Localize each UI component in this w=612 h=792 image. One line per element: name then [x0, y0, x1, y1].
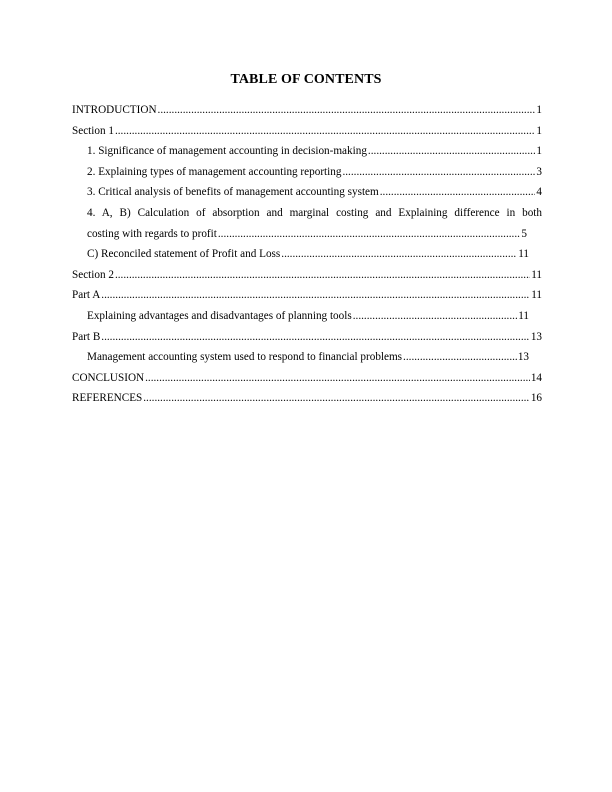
dot-leader: [368, 141, 535, 162]
toc-page-number: 1: [536, 145, 542, 158]
toc-entry-label: 1. Significance of management accounting in decision-making: [87, 145, 367, 158]
toc-entry-part-b[interactable]: [72, 327, 542, 348]
toc-page-number: 13: [517, 351, 529, 364]
toc-entry-label: INTRODUCTION: [72, 104, 157, 116]
dot-leader: [353, 306, 518, 327]
toc-entry-label: Part A: [72, 289, 101, 302]
toc-entry-critical-analysis[interactable]: [72, 182, 542, 203]
toc-entry-costing-calculation[interactable]: [72, 203, 542, 244]
toc-entry-reporting-types[interactable]: [72, 162, 542, 183]
toc-page-number: 11: [518, 309, 529, 322]
dot-leader: [380, 182, 536, 203]
toc-page-number: 3: [536, 165, 542, 178]
dot-leader: [115, 121, 535, 142]
toc-page-number: 11: [531, 268, 542, 281]
toc-page-number: 4: [536, 186, 542, 199]
toc-entry-label: Explaining advantages and disadvantages of planning tools: [87, 309, 352, 322]
toc-entry-label: Section 2: [72, 268, 114, 281]
toc-entry-planning-tools[interactable]: [72, 306, 529, 327]
dot-leader: [218, 224, 521, 245]
toc-list: [72, 100, 542, 409]
toc-entry-line2: [87, 224, 527, 245]
toc-page-number: 11: [531, 289, 542, 302]
toc-entry-label: Section 1: [72, 124, 114, 137]
toc-entry-introduction[interactable]: [72, 100, 542, 121]
toc-entry-reconciled-statement[interactable]: [72, 244, 529, 265]
toc-entry-label: Part B: [72, 330, 101, 343]
dot-leader: [115, 265, 530, 286]
toc-entry-significance[interactable]: [72, 141, 542, 162]
toc-entry-financial-problems[interactable]: [72, 347, 529, 368]
toc-page-number: 1: [536, 104, 542, 116]
toc-entry-label: CONCLUSION: [72, 371, 145, 384]
toc-entry-references[interactable]: [72, 388, 542, 409]
toc-page-number: 1: [536, 124, 542, 137]
dot-leader: [145, 368, 530, 389]
toc-entry-label-line2: costing with regards to profit: [87, 227, 217, 240]
toc-entry-label-line1: 4. A, B) Calculation of absorption and marginal costing and Explaining difference in both: [87, 206, 542, 219]
toc-entry-conclusion[interactable]: [72, 368, 542, 389]
toc-page-number: 16: [530, 392, 542, 405]
toc-entry-label: 2. Explaining types of management accounting reporting: [87, 165, 342, 178]
dot-leader: [403, 347, 517, 368]
toc-entry-label: REFERENCES: [72, 392, 143, 405]
toc-page-number: 14: [530, 371, 542, 384]
toc-entry-label: 3. Critical analysis of benefits of management accounting system: [87, 186, 379, 199]
toc-entry-section-1[interactable]: [72, 121, 542, 142]
dot-leader: [101, 285, 530, 306]
dot-leader: [281, 244, 517, 265]
toc-title: TABLE OF CONTENTS: [230, 72, 382, 87]
toc-entry-section-2[interactable]: [72, 265, 542, 286]
toc-page-number: 5: [521, 227, 527, 240]
toc-page-number: 13: [530, 330, 542, 343]
dot-leader: [101, 327, 530, 348]
dot-leader: [342, 162, 535, 183]
toc-entry-label: C) Reconciled statement of Profit and Loss: [87, 248, 281, 261]
toc-entry-label: Management accounting system used to respond to financial problems: [87, 351, 403, 364]
toc-entry-part-a[interactable]: [72, 285, 542, 306]
dot-leader: [143, 388, 530, 409]
dot-leader: [158, 100, 536, 121]
toc-page-number: 11: [518, 248, 529, 261]
